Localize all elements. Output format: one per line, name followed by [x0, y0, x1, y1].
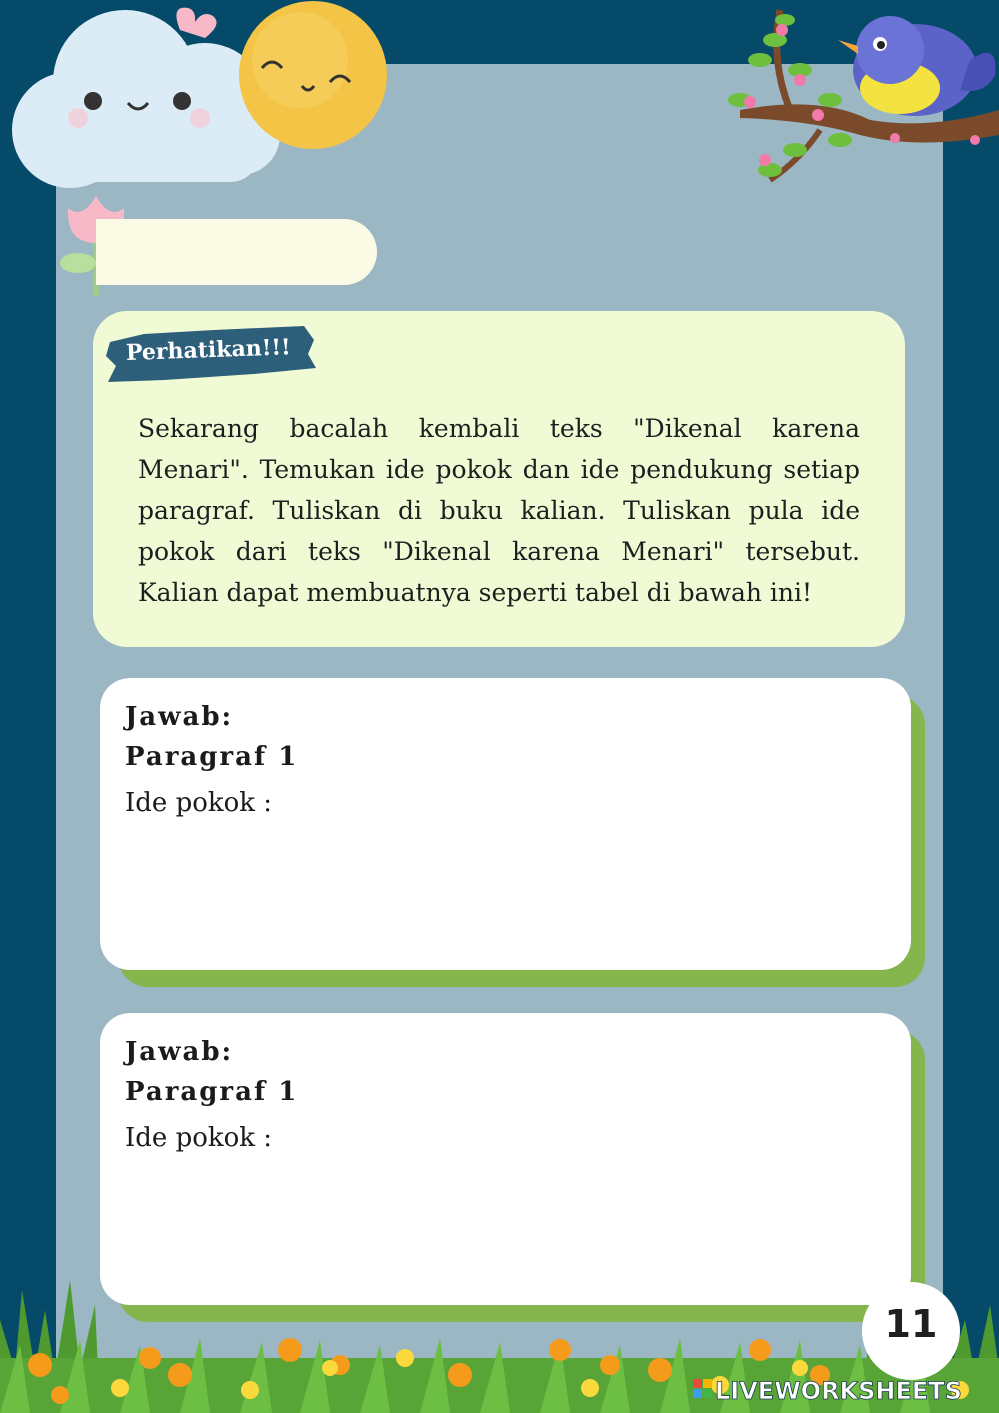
liveworksheets-logo	[693, 1375, 993, 1405]
bird-on-branch-icon	[700, 0, 999, 200]
answer-title: Jawab:	[125, 1037, 234, 1067]
instruction-text: Sekarang bacalah kembali teks "Dikenal karena Menari". Temukan ide pokok dan ide pendukung setiap paragraf. Tuliskan di buku kalian. Tuliskan pula ide pokok dari teks "Dikenal karena Menari" tersebut. Kalian dapat membuatnya seperti tabel di bawah ini!	[138, 414, 860, 607]
answer-paragraph-label: Paragraf 1	[125, 1077, 299, 1107]
page-number: 11	[884, 1302, 938, 1346]
note-label: Perhatikan!!!	[125, 334, 292, 366]
smiling-sun-icon	[230, 0, 395, 155]
svg-text:LIVEWORKSHEETS: LIVEWORKSHEETS	[715, 1377, 962, 1405]
answer-main-idea-label: Ide pokok :	[125, 788, 273, 818]
answer-title: Jawab:	[125, 702, 234, 732]
answer-main-idea-label: Ide pokok :	[125, 1123, 273, 1153]
answer-paragraph-label: Paragraf 1	[125, 742, 299, 772]
name-field[interactable]	[96, 219, 377, 285]
